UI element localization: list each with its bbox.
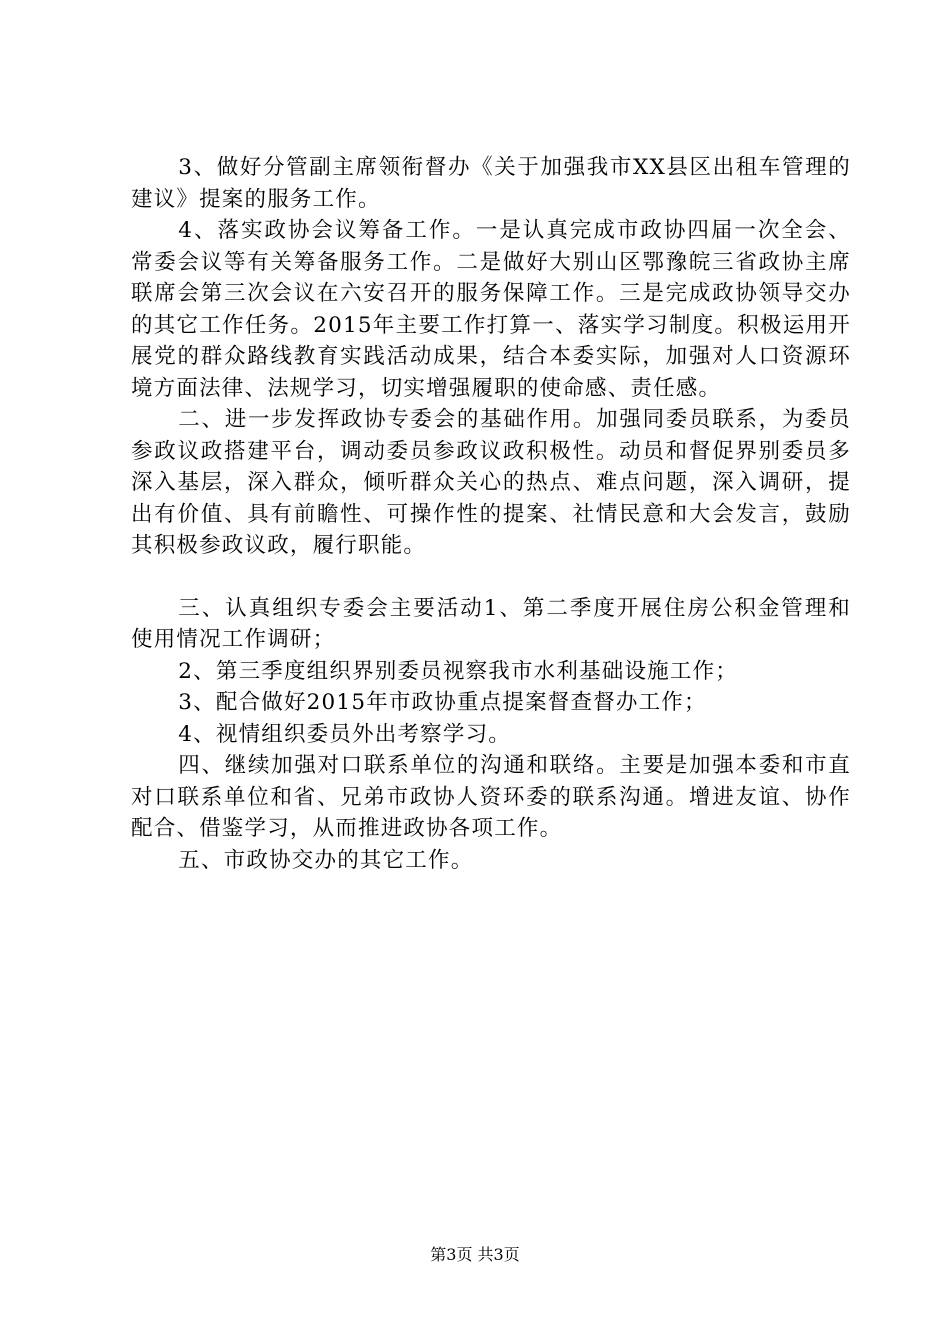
paragraph-activity-3-supervision: 3、配合做好2015年市政协重点提案督查督办工作； (178, 690, 707, 715)
paragraph-item-3-rental-car: 3、做好分管副主席领衔督办《关于加强我市XX县区出租车管理的建议》提案的服务工作。 (131, 155, 851, 212)
paragraph-item-4-meeting-preparation: 4、落实政协会议筹备工作。一是认真完成市政协四届一次全会、常委会议等有关筹备服务工作。二是做好大别山区鄂豫皖三省政协主席联席会第三次会议在六安召开的服务保障工作。三是完成政协领导交办的其它工作任务。2015年主要工作打算一、落实学习制度。积极运用开展党的群众路线教育实践活动成果，结合本委实际，加强对人口资源环境方面法律、法规学习，切实增强履职的使命感、责任感。 (131, 218, 851, 401)
document-body (131, 152, 851, 876)
paragraph-activity-4-study-tour: 4、视情组织委员外出考察学习。 (178, 721, 511, 747)
paragraph-section-4-liaison: 四、继续加强对口联系单位的沟通和联络。主要是加强本委和市直对口联系单位和省、兄弟市政协人资环委的联系沟通。增进友谊、协作配合、借鉴学习，从而推进政协各项工作。 (131, 753, 851, 841)
paragraph-activity-2-inspection: 2、第三季度组织界别委员视察我市水利基础设施工作； (178, 658, 738, 684)
paragraph-section-3-main-activities: 三、认真组织专委会主要活动1、第二季度开展住房公积金管理和使用情况工作调研； (131, 595, 851, 652)
page-number-footer: 第3页 共3页 (430, 1245, 520, 1264)
paragraph-section-5-other-work: 五、市政协交办的其它工作。 (178, 847, 474, 873)
paragraph-section-2-committee-role: 二、进一步发挥政协专委会的基础作用。加强同委员联系，为委员参政议政搭建平台，调动委员参政议政积极性。动员和督促界别委员多深入基层，深入群众，倾听群众关心的热点、难点问题，深入调研，提出有价值、具有前瞻性、可操作性的提案、社情民意和大会发言，鼓励其积极参政议政，履行职能。 (131, 407, 851, 558)
